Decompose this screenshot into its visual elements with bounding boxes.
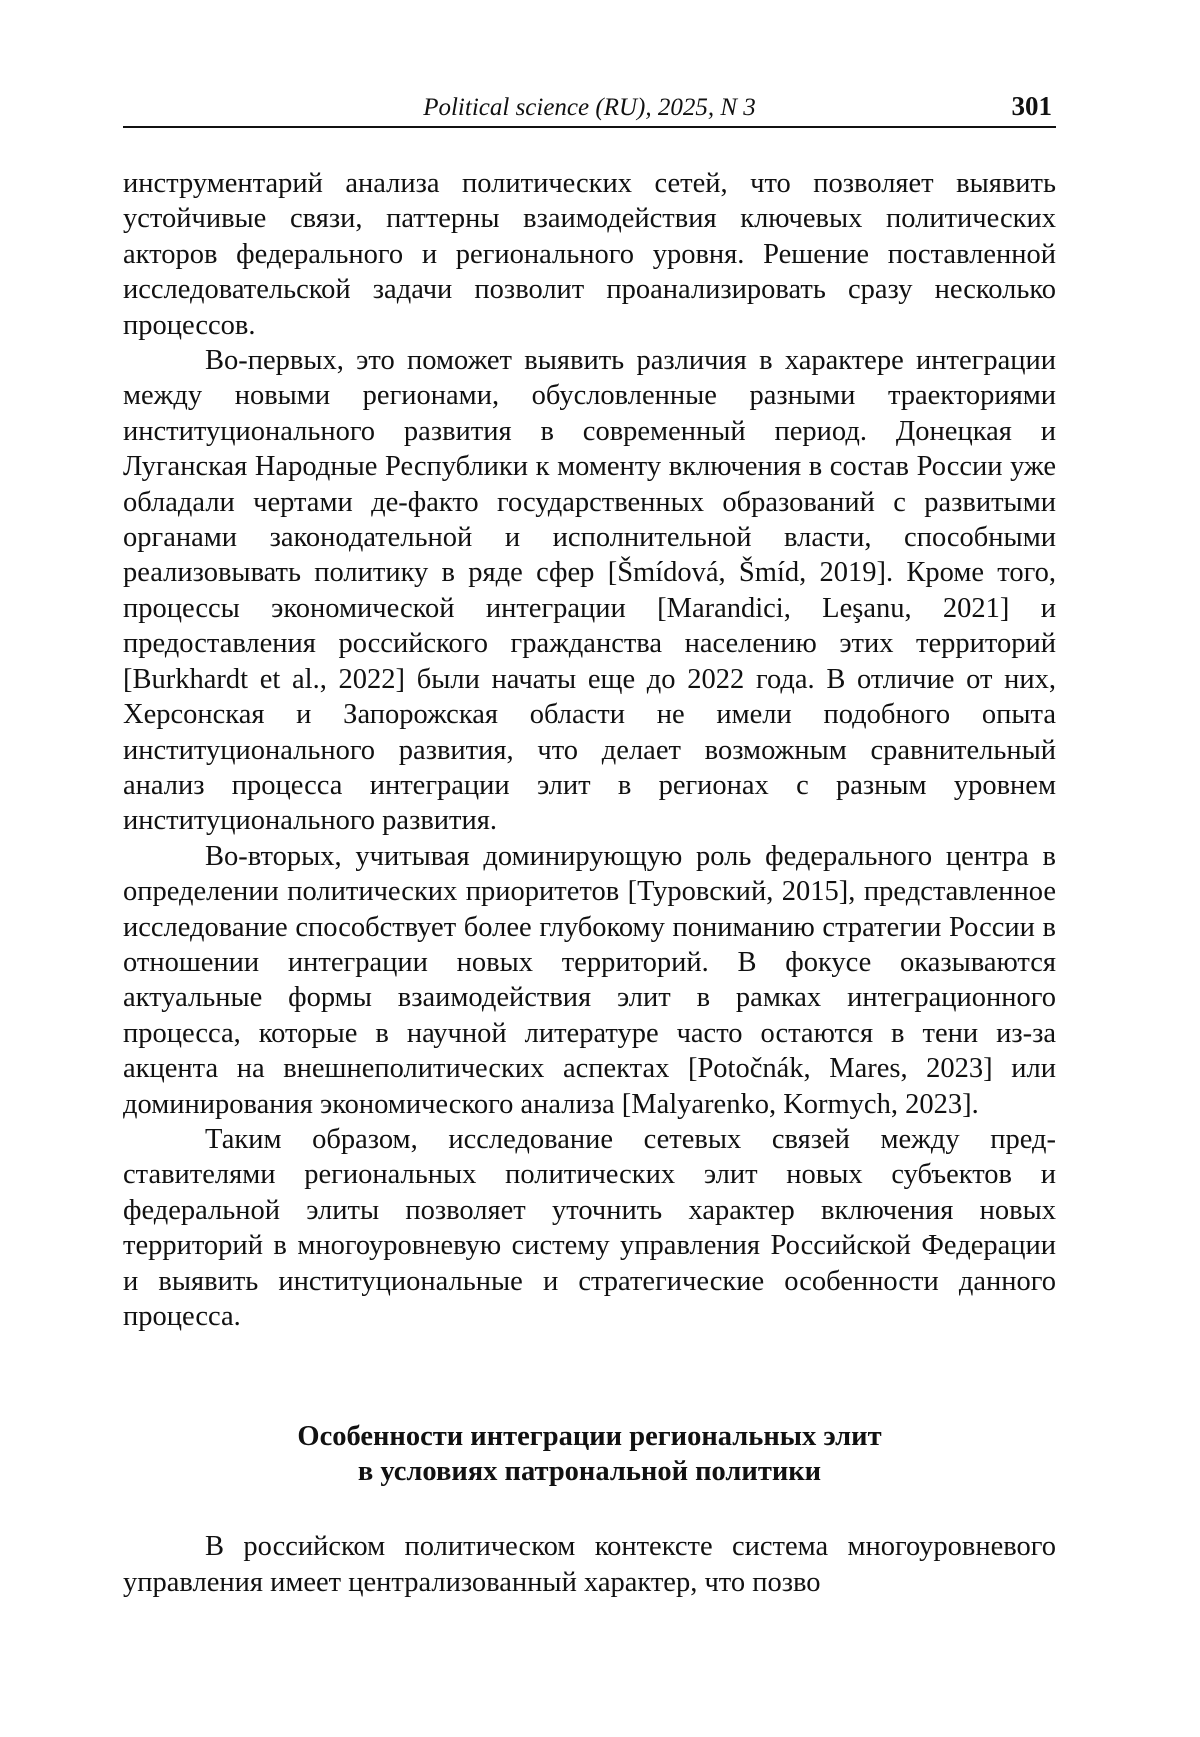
body-text — [123, 166, 1056, 1600]
section-heading-line-1: Особенности интеграции региональных элит — [297, 1421, 882, 1453]
section-paragraph-1: В российском политическом контексте система многоуровневого управления имеет централизованный характер, что позво — [123, 1531, 1056, 1598]
section-heading — [123, 1419, 1056, 1489]
paragraph-3: Во-вторых, учитывая доминирующую роль федерального центра в определении политических приоритетов [Туровский, 2015], представленное исследование способствует более глубокому пониманию стратегии России в отношении интеграции новых территорий. В фокусе оказываются актуальные формы взаимодействия элит в рамках интеграционного процесса, которые в научной литературе часто остаются в тени из-за акцента на внешнеполитических аспектах [Potočnák, Mares, 2023] или доминирования экономического анализа [Malyarenko, Kormych, 2023]. — [123, 840, 1056, 1120]
paragraph-2: Во-первых, это поможет выявить различия в характере интеграции между новыми регионами, обусловленные разными траекториями институционального развития в современный период. Донецкая и Луганская Народные Республики к моменту включения в состав России уже обладали чертами де-факто государственных образований с развитыми органами законодательной и исполнительной власти, способными реализовывать политику в ряде сфер [Šmídová, Šmíd, 2019]. Кроме того, процессы экономической интеграции [Marandici, Leşanu, 2021] и предоставления российского гражданства населению этих территорий [Burkhardt et al., 2022] были начаты еще до 2022 года. В отличие от них, Херсонская и Запорожская области не имели подобного опыта институционального развития, что делает возможным сравнительный анализ процесса интеграции элит в регионах с разным уровнем институционального развития. — [123, 345, 1056, 837]
paragraph-4: Таким образом, исследование сетевых связей между представителями региональных политических элит новых субъектов и федеральной элиты позволяет уточнить характер включения новых территорий в многоуровневую систему управления Российской Федерации и выявить институциональные и стратегические особенности данного процесса. — [123, 1123, 1056, 1332]
section-heading-line-2: в условиях патрональной политики — [357, 1456, 822, 1488]
paragraph-1: инструментарий анализа политических сетей, что позволяет выявить устойчивые связи, паттерны взаимодействия ключевых политических акторов федерального и регионального уровня. Решение поставленной исследовательской задачи позволит проанализировать сразу несколько процессов. — [123, 168, 1056, 341]
page-number: 301 — [1011, 91, 1052, 121]
journal-title: Political science (RU), 2025, N 3 — [423, 94, 756, 121]
running-header — [123, 90, 1056, 128]
